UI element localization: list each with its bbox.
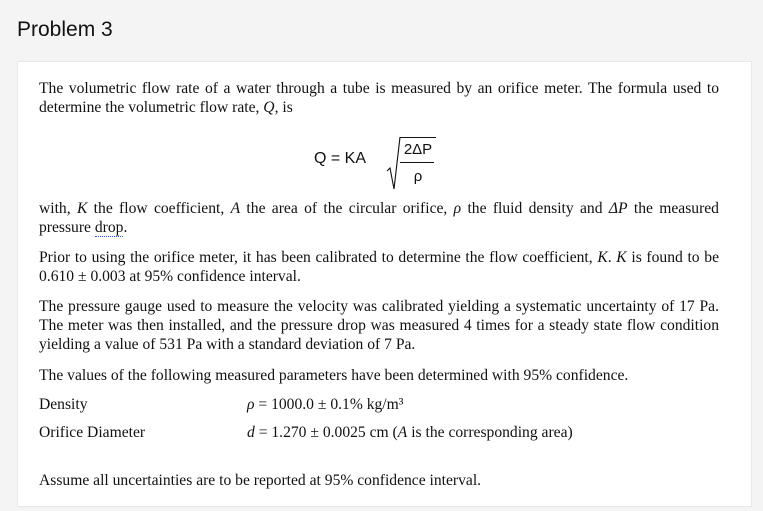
definitions-text-5: the measured pressure [39,200,719,236]
measured-intro-paragraph: The values of the following measured parameters have been determined with 95% confidence. [39,367,629,384]
parameter-value [247,423,573,442]
formula-denominator: ρ [413,168,423,185]
calibration-paragraph [39,248,719,286]
symbol-d: d [247,424,255,441]
calibration-text-3: is found to be 0.610 ± 0.003 at 95% confidence interval. [39,249,719,285]
definitions-paragraph [39,199,719,237]
intro-text-2: , is [274,99,293,116]
intro-paragraph [39,79,719,117]
density-value: = 1000.0 ± 0.1% kg/m³ [254,396,404,413]
assumption-paragraph: Assume all uncertainties are to be reported at 95% confidence interval. [39,472,482,489]
definitions-text-2: the flow coefficient, [87,200,231,217]
symbol-rho-param: ρ [247,396,255,413]
page-title: Problem 3 [17,18,113,41]
diameter-note: is the corresponding area) [407,424,573,441]
parameter-row-density [39,395,404,414]
symbol-k: K [76,200,88,217]
parameter-label: Density [39,396,88,413]
definitions-text-4: the fluid density and [461,200,609,217]
definitions-text-1: with, [39,200,77,217]
definitions-text-6: . [123,219,128,236]
symbol-k-2: K [616,249,627,266]
definitions-text-3: the area of the circular orifice, [240,200,454,217]
parameter-value [247,395,403,414]
spellcheck-word-drop: drop [94,219,124,236]
symbol-a-note: A [397,424,408,441]
diameter-value: = 1.270 ± 0.0025 cm ( [254,424,398,441]
formula-fraction [400,137,436,186]
symbol-delta-p: ΔP [608,200,628,217]
calibration-text-1: Prior to using the orifice meter, it has been calibrated to determine the flow coefficient, [39,249,598,266]
symbol-a: A [230,200,241,217]
pressure-paragraph: The pressure gauge used to measure the velocity was calibrated yielding a systematic uncertainty of 17 Pa. The meter was then installed, and the pressure drop was measured 4 times for a steady state flow condition yielding a value of 531 Pa with a standard deviation of 7 Pa. [39,298,719,353]
calibration-text-2: . [607,249,617,266]
symbol-q: Q [263,99,275,116]
intro-text-1: The volumetric flow rate of a water through a tube is measured by an orifice meter. The formula used to determine the volumetric flow rate, [39,80,719,116]
symbol-k-1: K [597,249,608,266]
formula-numerator: 2ΔP [403,141,433,158]
parameter-label: Orifice Diameter [39,424,146,441]
symbol-rho: ρ [453,200,462,217]
formula-lhs: Q = KA [314,150,367,167]
problem-card [17,61,752,507]
parameter-row-orifice-diameter [39,423,573,442]
